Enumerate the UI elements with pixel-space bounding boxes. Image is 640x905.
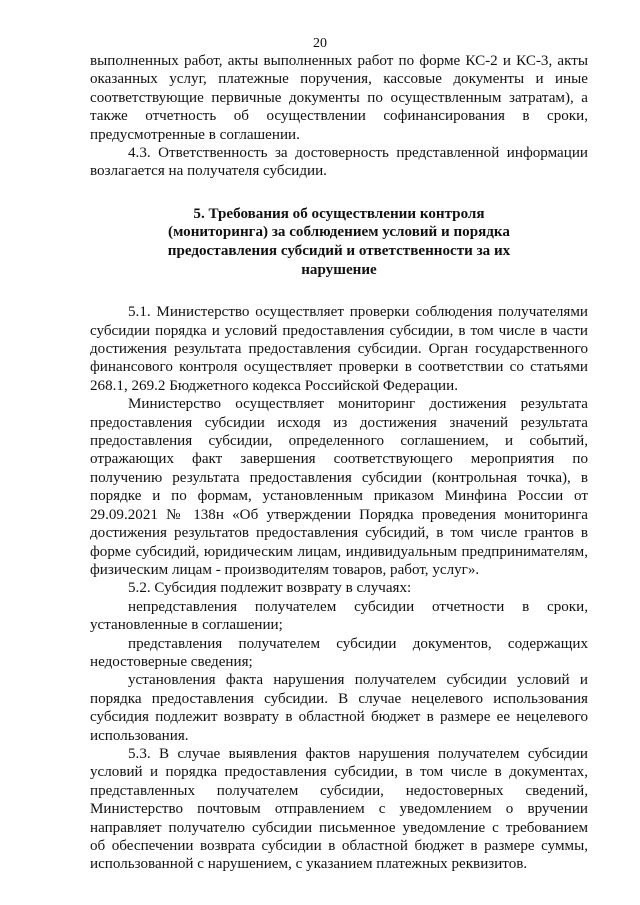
list-item-nonreporting: непредставления получателем субсидии отчетности в сроки, установленные в соглашении; [90,598,588,634]
page-number: 20 [313,36,327,51]
paragraph-5-1: 5.1. Министерство осуществляет проверки соблюдения получателями субсидии порядка и условий предоставления субсидии, в том числе в части достижения результата предоставления субсидии. Орган государственного финансового контроля осуществляет проверки в соответствии со статьями 268.1, 269.2 Бюджетного кодекса Российской Федерации. [90,304,588,394]
paragraph-monitoring: Министерство осуществляет мониторинг достижения результата предоставления субсидии исходя из достижения значений результата предоставления субсидии, определенного соглашением, и событий, отражающих факт завершения соответствующего мероприятия по получению результата предоставления субсидии (контрольная точка), в порядке и по формам, установленным приказом Минфина России от 29.09.2021 № 138н «Об утверждении Порядка проведения мониторинга достижения результатов предоставления субсидий, в том числе грантов в форме субсидий, юридическим лицам, индивидуальным предпринимателям, физическим лицам - производителям товаров, работ, услуг». [90,396,588,578]
section-5-heading: 5. Требования об осуществлении контроля (мониторинга) за соблюдением условий и порядка предоставления субсидий и ответственности за их нарушение [167,205,511,278]
list-item-violation: установления факта нарушения получателем субсидии условий и порядка предоставления субсидии. В случае нецелевого использования субсидия подлежит возврату в областной бюджет в размере ее нецелевого использования. [90,672,588,744]
paragraph-continuation: выполненных работ, акты выполненных работ по форме КС-2 и КС-3, акты оказанных услуг, платежные поручения, кассовые документы и иные соответствующие первичные документы по осуществленным затратам), а также отчетность об осуществлении софинансирования в сроки, предусмотренные в соглашении. [90,53,588,143]
paragraph-5-2: 5.2. Субсидия подлежит возврату в случаях: [128,580,412,597]
document-body [90,52,588,874]
list-item-false-documents: представления получателем субсидии документов, содержащих недостоверные сведения; [90,635,588,670]
paragraph-5-3: 5.3. В случае выявления фактов нарушения получателем субсидии условий и порядка предоставления субсидии, в том числе в документах, представленных получателем субсидии, недостоверных сведений, Министерство почтовым отправлением с уведомлением о вручении направляет получателю субсидии письменное уведомление с требованием об обеспечении возврата субсидии в областной бюджет в размере суммы, использованной с нарушением, с указанием платежных реквизитов. [90,745,588,873]
paragraph-4-3: 4.3. Ответственность за достоверность представленной информации возлагается на получателя субсидии. [90,145,588,180]
